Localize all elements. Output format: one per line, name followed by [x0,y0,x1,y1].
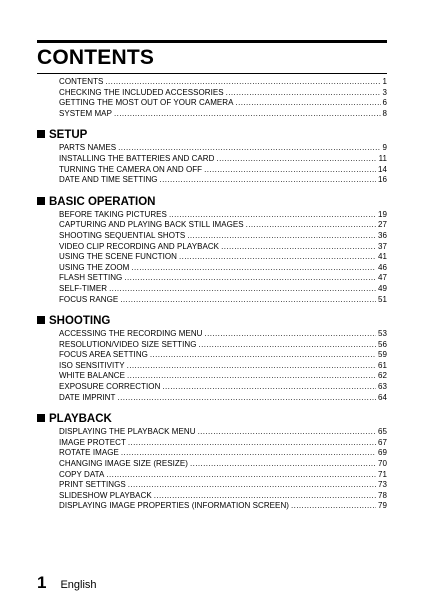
toc-entry-page: 37 [378,241,387,251]
toc-entry-label: ISO SENSITIVITY [59,360,125,370]
toc-entry-label: FLASH SETTING [59,273,123,283]
toc-leader-dots [114,109,381,120]
toc-entry[interactable] [59,470,387,481]
toc-entry[interactable] [59,284,387,295]
section-heading [37,195,387,209]
toc-entry[interactable] [59,109,387,120]
toc-entry-label: TURNING THE CAMERA ON AND OFF [59,164,203,174]
toc-leader-dots [150,350,376,361]
toc-entry-label: DATE AND TIME SETTING [59,175,158,185]
toc-entry-page: 62 [378,371,387,381]
toc-entry-label: DISPLAYING THE PLAYBACK MENU [59,427,196,437]
page-footer [37,573,97,593]
toc-leader-dots [124,273,376,284]
section-heading-text: PLAYBACK [49,413,112,426]
toc-entry-page: 73 [378,480,387,490]
toc-entry-page: 47 [378,273,387,283]
toc-entry-page: 46 [378,262,387,272]
toc-leader-dots [128,480,376,491]
footer-language: English [60,579,97,591]
toc-leader-dots [221,242,376,253]
toc-entry-page: 14 [378,164,387,174]
table-of-contents [37,77,387,512]
toc-entry-page: 70 [378,459,387,469]
toc-leader-dots [105,77,380,88]
section-heading-text: SHOOTING [49,315,111,328]
toc-entry-page: 9 [382,143,387,153]
toc-entry[interactable] [59,371,387,382]
toc-entry-label: RESOLUTION/VIDEO SIZE SETTING [59,339,197,349]
toc-entry-label: CHECKING THE INCLUDED ACCESSORIES [59,87,224,97]
toc-entry-page: 71 [378,469,387,479]
toc-entry-page: 8 [382,108,387,118]
toc-entry[interactable] [59,329,387,340]
toc-entry-page: 61 [378,360,387,370]
toc-leader-dots [187,231,376,242]
toc-entry[interactable] [59,263,387,274]
toc-entry-label: SYSTEM MAP [59,108,112,118]
toc-entry[interactable] [59,350,387,361]
toc-section-basic-operation [37,195,387,305]
toc-section-shooting [37,314,387,403]
toc-entry-label: EXPOSURE CORRECTION [59,382,161,392]
toc-entry-label: WHITE BALANCE [59,371,125,381]
square-bullet-icon [37,414,45,422]
toc-entry-label: PARTS NAMES [59,143,117,153]
toc-section-setup [37,128,387,185]
toc-leader-dots [291,501,376,512]
toc-entry-page: 41 [378,252,387,262]
toc-entry[interactable] [59,448,387,459]
toc-leader-dots [117,393,376,404]
top-rule [37,40,387,43]
toc-entry-label: SHOOTING SEQUENTIAL SHOTS [59,230,186,240]
toc-entry-label: USING THE ZOOM [59,262,130,272]
toc-entry-page: 27 [378,220,387,230]
toc-entry[interactable] [59,273,387,284]
toc-entry[interactable] [59,295,387,306]
toc-leader-dots [236,98,381,109]
title-rule [37,73,387,74]
toc-leader-dots [204,165,376,176]
toc-leader-dots [131,263,376,274]
toc-entry-label: COPY DATA [59,469,105,479]
toc-entry[interactable] [59,210,387,221]
toc-leader-dots [127,361,376,372]
square-bullet-icon [37,197,45,205]
toc-entry-page: 64 [378,392,387,402]
toc-leader-dots [246,220,376,231]
toc-entry-page: 59 [378,350,387,360]
toc-entry-label: CAPTURING AND PLAYING BACK STILL IMAGES [59,220,244,230]
toc-entry[interactable] [59,382,387,393]
toc-entry[interactable] [59,427,387,438]
toc-entry[interactable] [59,98,387,109]
toc-entry[interactable] [59,438,387,449]
toc-entry-page: 51 [378,294,387,304]
toc-entry[interactable] [59,480,387,491]
toc-entry-page: 53 [378,329,387,339]
toc-entry-label: BEFORE TAKING PICTURES [59,209,167,219]
toc-leader-dots [128,438,376,449]
toc-entry-label: ROTATE IMAGE [59,448,119,458]
toc-entry-page: 79 [378,501,387,511]
toc-entry-label: DISPLAYING IMAGE PROPERTIES (INFORMATION SCREEN) [59,501,289,511]
section-heading [37,128,387,142]
toc-entry-page: 11 [378,153,387,163]
toc-entry[interactable] [59,88,387,99]
toc-leader-dots [121,448,376,459]
toc-entry[interactable] [59,175,387,186]
toc-entry-page: 1 [382,77,387,86]
toc-leader-dots [162,382,376,393]
toc-entry-label: CONTENTS [59,77,104,86]
toc-intro-group [37,77,387,119]
toc-entry-label: VIDEO CLIP RECORDING AND PLAYBACK [59,241,220,251]
toc-leader-dots [154,491,376,502]
toc-leader-dots [205,329,377,340]
toc-leader-dots [179,252,376,263]
toc-entry[interactable] [59,220,387,231]
toc-entry-label: FOCUS AREA SETTING [59,350,148,360]
toc-entry-page: 78 [378,490,387,500]
toc-entry[interactable] [59,252,387,263]
toc-leader-dots [198,340,376,351]
toc-entry-page: 63 [378,382,387,392]
section-heading-text: SETUP [49,129,88,142]
toc-entry-label: CHANGING IMAGE SIZE (RESIZE) [59,459,188,469]
footer-page-number: 1 [37,573,47,592]
toc-leader-dots [198,427,376,438]
toc-entry-page: 49 [378,283,387,293]
toc-entry-label: PRINT SETTINGS [59,480,126,490]
section-heading [37,412,387,426]
toc-entry-page: 16 [378,175,387,185]
toc-entry-label: FOCUS RANGE [59,294,119,304]
toc-leader-dots [216,154,376,165]
toc-leader-dots [106,470,376,481]
toc-entry-label: USING THE SCENE FUNCTION [59,252,177,262]
toc-entry[interactable] [59,340,387,351]
toc-leader-dots [109,284,376,295]
toc-leader-dots [190,459,376,470]
toc-entry[interactable] [59,231,387,242]
toc-leader-dots [160,175,376,186]
page-title: CONTENTS [37,46,155,69]
toc-entry[interactable] [59,165,387,176]
square-bullet-icon [37,316,45,324]
toc-entry-label: IMAGE PROTECT [59,437,126,447]
toc-entry[interactable] [59,154,387,165]
toc-entry-page: 56 [378,339,387,349]
toc-leader-dots [127,371,376,382]
toc-entry-label: SELF-TIMER [59,283,108,293]
toc-entry-label: ACCESSING THE RECORDING MENU [59,329,203,339]
toc-entry-page: 6 [382,98,387,108]
toc-entry-page: 67 [378,437,387,447]
section-heading-text: BASIC OPERATION [49,195,156,208]
toc-section-playback [37,412,387,512]
toc-entry-label: GETTING THE MOST OUT OF YOUR CAMERA [59,98,234,108]
section-heading [37,314,387,328]
toc-entry-label: DATE IMPRINT [59,392,116,402]
toc-entry-page: 3 [382,87,387,97]
toc-entry-label: SLIDESHOW PLAYBACK [59,490,152,500]
toc-entry[interactable] [59,77,387,88]
toc-entry[interactable] [59,459,387,470]
toc-entry[interactable] [59,491,387,502]
toc-entry[interactable] [59,501,387,512]
toc-leader-dots [169,210,376,221]
toc-entry[interactable] [59,393,387,404]
toc-leader-dots [120,295,376,306]
toc-entry[interactable] [59,143,387,154]
square-bullet-icon [37,130,45,138]
toc-leader-dots [226,88,381,99]
toc-entry-page: 65 [378,427,387,437]
toc-entry-page: 36 [378,230,387,240]
toc-entry-label: INSTALLING THE BATTERIES AND CARD [59,153,215,163]
toc-entry[interactable] [59,361,387,372]
toc-leader-dots [118,143,380,154]
toc-entry-page: 69 [378,448,387,458]
toc-entry-page: 19 [378,209,387,219]
toc-entry[interactable] [59,242,387,253]
